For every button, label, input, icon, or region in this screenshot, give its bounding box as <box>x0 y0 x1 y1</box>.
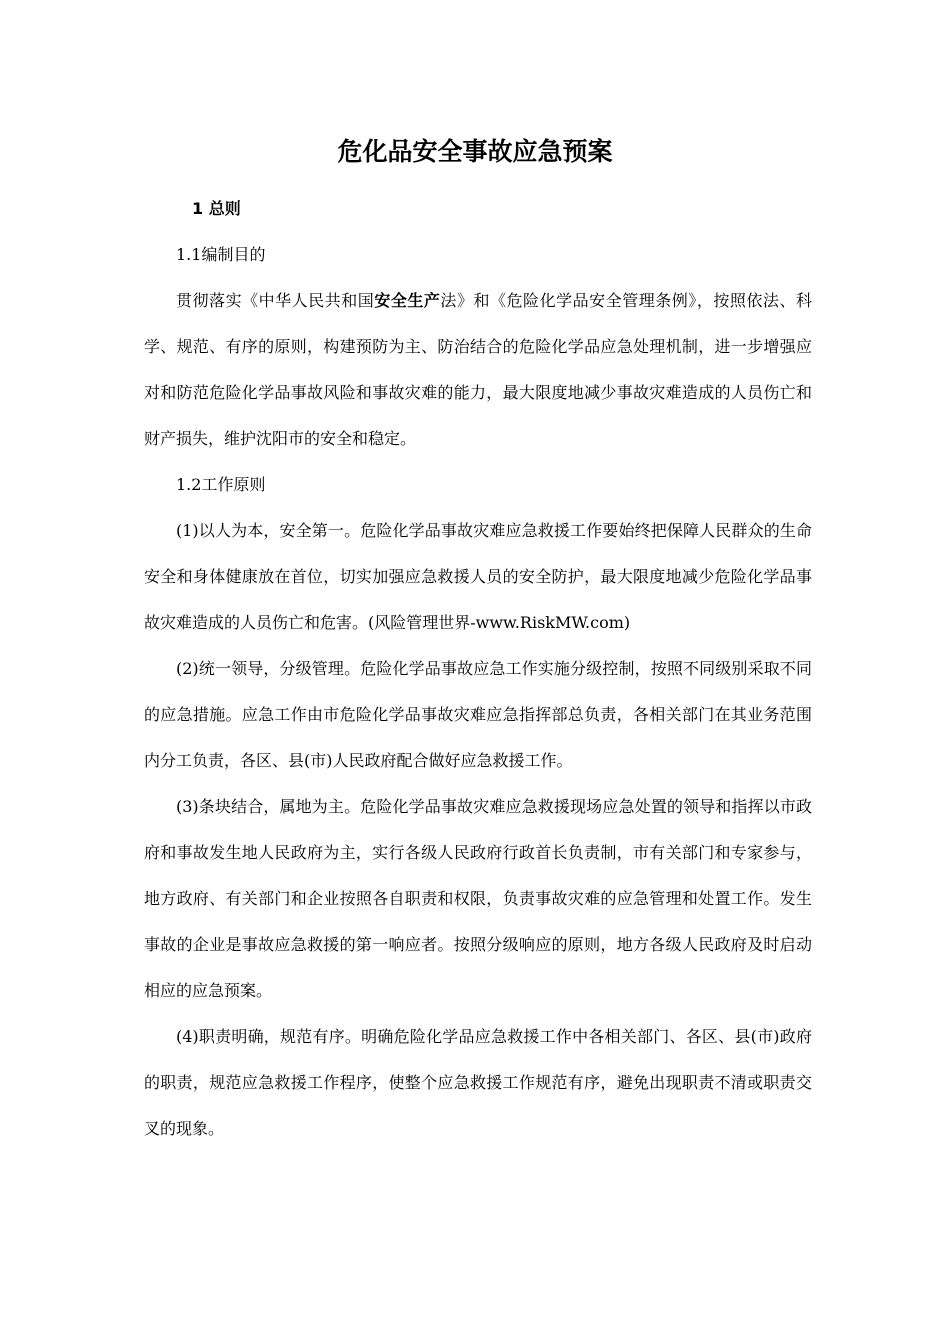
paragraph-purpose-text-end: 法》和《危险化学品安全管理条例》，按照依法、科学、规范、有序的原则，构建预防为主、防治结合的危险化学品应急处理机制，进一步增强应对和防范危险化学品事故风险和事故灾难的能力，最大限度地减少事故灾难造成的人员伤亡和财产损失，维护沈阳市的安全和稳定。 <box>144 291 812 448</box>
document-body <box>144 186 812 1152</box>
paragraph-purpose-text-start: 贯彻落实《中华人民共和国 <box>176 291 375 310</box>
subsection-heading-purpose: 1.1编制目的 <box>176 245 266 264</box>
paragraph-principle-2: (2)统一领导，分级管理。危险化学品事故应急工作实施分级控制，按照不同级别采取不同的应急措施。应急工作由市危险化学品事故灾难应急指挥部总负责，各相关部门在其业务范围内分工负责，各区、县(市)人民政府配合做好应急救援工作。 <box>144 659 812 770</box>
subsection-heading-principles: 1.2工作原则 <box>176 475 266 494</box>
paragraph-principle-4: (4)职责明确，规范有序。明确危险化学品应急救援工作中各相关部门、各区、县(市)政府的职责，规范应急救援工作程序，使整个应急救援工作规范有序，避免出现职责不清或职责交叉的现象。 <box>144 1027 812 1138</box>
bold-term-safety-production: 安全生产 <box>374 291 441 310</box>
paragraph-principle-1: (1)以人为本，安全第一。危险化学品事故灾难应急救援工作要始终把保障人民群众的生命安全和身体健康放在首位，切实加强应急救援人员的安全防护，最大限度地减少危险化学品事故灾难造成的人员伤亡和危害。(风险管理世界-www.RiskMW.com) <box>144 521 812 632</box>
document-title: 危化品安全事故应急预案 <box>337 137 613 166</box>
section-heading-general: 1 总则 <box>192 199 241 218</box>
paragraph-purpose <box>144 278 812 462</box>
paragraph-principle-3: (3)条块结合，属地为主。危险化学品事故灾难应急救援现场应急处置的领导和指挥以市政府和事故发生地人民政府为主，实行各级人民政府行政首长负责制，市有关部门和专家参与，地方政府、有关部门和企业按照各自职责和权限，负责事故灾难的应急管理和处置工作。发生事故的企业是事故应急救援的第一响应者。按照分级响应的原则，地方各级人民政府及时启动相应的应急预案。 <box>144 797 812 1000</box>
